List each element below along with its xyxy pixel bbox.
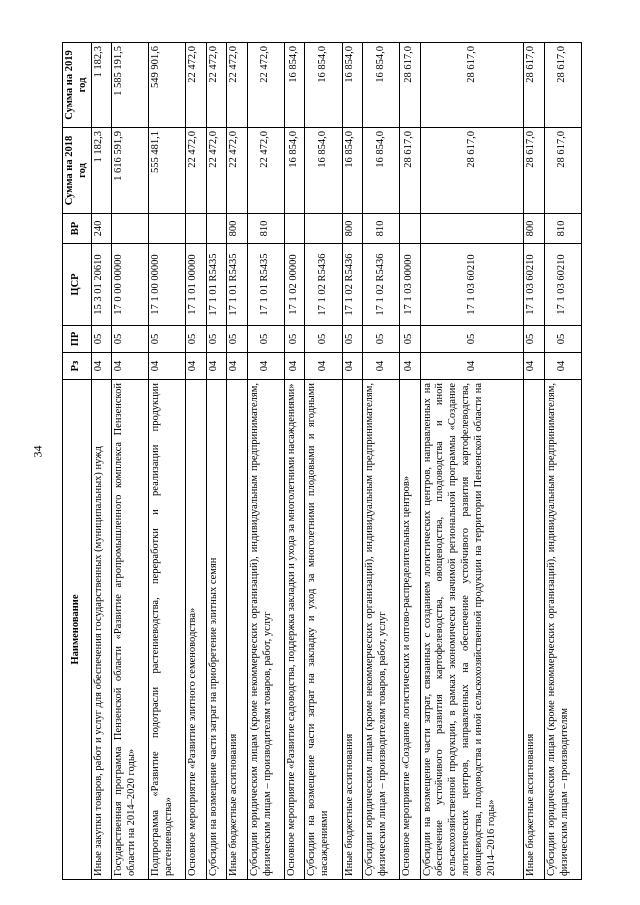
cell-rz: 04	[544, 353, 581, 380]
cell-sum-2019: 16 854,0	[284, 43, 305, 128]
cell-sum-2019: 22 472,0	[206, 43, 227, 128]
cell-rz: 04	[305, 353, 342, 380]
table-row	[284, 43, 305, 880]
cell-csr: 15 3 01 20610	[91, 244, 112, 326]
cell-csr: 17 1 02 R5436	[305, 244, 342, 326]
cell-rz: 04	[420, 353, 524, 380]
cell-csr: 17 1 00 00000	[149, 244, 186, 326]
cell-csr: 17 1 01 00000	[186, 244, 207, 326]
cell-vr	[420, 214, 524, 244]
cell-sum-2019: 28 617,0	[420, 43, 524, 128]
header-csr: ЦСР	[63, 244, 92, 326]
cell-sum-2018: 16 854,0	[284, 128, 305, 214]
cell-name: Субсидии на возмещение части затрат, связанных с созданием логистических центров, направленных на обеспечение устойчивого развития картофелеводства, овощеводства, плодоводства и иной сельскохозяйственной продукции, в рамках экономически значимой региональной программы «Создание логистических центров, направленных на обеспечение устойчивого развития картофелеводства, овощеводства, плодоводства и иной сельскохозяйственной продукции на территории Пензенской области на 2014–2016 годы»	[420, 380, 524, 880]
table-row	[544, 43, 581, 880]
cell-name: Иные бюджетные ассигнования	[342, 380, 363, 880]
header-rz: Рз	[63, 353, 92, 380]
cell-vr	[149, 214, 186, 244]
header-sum-2019: Сумма на 2019 год	[63, 43, 92, 128]
table-row	[305, 43, 342, 880]
cell-csr: 17 1 02 R5436	[342, 244, 363, 326]
cell-pr: 05	[363, 326, 400, 353]
cell-pr: 05	[305, 326, 342, 353]
cell-sum-2019: 1 182,3	[91, 43, 112, 128]
cell-rz: 04	[342, 353, 363, 380]
cell-sum-2019: 22 472,0	[227, 43, 248, 128]
cell-csr: 17 1 03 60210	[524, 244, 545, 326]
cell-rz: 04	[363, 353, 400, 380]
cell-vr	[206, 214, 227, 244]
cell-name: Государственная программа Пензенской области «Развитие агропромышленного комплекса Пензенской области на 2014–2020 годы»	[112, 380, 149, 880]
cell-name: Иные бюджетные ассигнования	[227, 380, 248, 880]
cell-rz: 04	[206, 353, 227, 380]
table-row	[186, 43, 207, 880]
cell-sum-2018: 16 854,0	[342, 128, 363, 214]
cell-pr: 05	[227, 326, 248, 353]
cell-vr: 810	[247, 214, 284, 244]
cell-vr: 800	[342, 214, 363, 244]
cell-sum-2019: 16 854,0	[305, 43, 342, 128]
cell-pr: 05	[524, 326, 545, 353]
cell-vr	[112, 214, 149, 244]
header-sum-2018: Сумма на 2018 год	[63, 128, 92, 214]
cell-sum-2018: 22 472,0	[206, 128, 227, 214]
cell-csr: 17 0 00 00000	[112, 244, 149, 326]
cell-sum-2018: 16 854,0	[305, 128, 342, 214]
cell-pr: 05	[91, 326, 112, 353]
cell-vr: 800	[524, 214, 545, 244]
header-pr: ПР	[63, 326, 92, 353]
cell-sum-2018: 1 616 591,9	[112, 128, 149, 214]
cell-sum-2019: 28 617,0	[524, 43, 545, 128]
cell-sum-2018: 28 617,0	[400, 128, 421, 214]
cell-name: Субсидии юридическим лицам (кроме некоммерческих организаций), индивидуальным предпринимателям, физическим лицам – производителям товаров, работ, услуг	[363, 380, 400, 880]
cell-csr: 17 1 01 R5435	[247, 244, 284, 326]
cell-pr: 05	[284, 326, 305, 353]
cell-pr: 05	[112, 326, 149, 353]
cell-sum-2018: 1 182,3	[91, 128, 112, 214]
cell-sum-2019: 22 472,0	[186, 43, 207, 128]
cell-csr: 17 1 01 R5435	[206, 244, 227, 326]
cell-sum-2018: 28 617,0	[420, 128, 524, 214]
cell-csr: 17 1 02 00000	[284, 244, 305, 326]
cell-name: Основное мероприятие «Развитие элитного семеноводства»	[186, 380, 207, 880]
table-row	[363, 43, 400, 880]
cell-sum-2018: 28 617,0	[544, 128, 581, 214]
cell-name: Субсидии на возмещение части затрат на закладку и уход за многолетними плодовыми и ягодными насаждениями	[305, 380, 342, 880]
cell-sum-2018: 16 854,0	[363, 128, 400, 214]
cell-sum-2019: 16 854,0	[342, 43, 363, 128]
cell-name: Основное мероприятие «Развитие садоводства, поддержка закладки и ухода за многолетними насаждениями»	[284, 380, 305, 880]
cell-name: Иные бюджетные ассигнования	[524, 380, 545, 880]
budget-table	[62, 42, 582, 880]
cell-rz: 04	[186, 353, 207, 380]
cell-sum-2019: 28 617,0	[400, 43, 421, 128]
cell-sum-2018: 555 481,1	[149, 128, 186, 214]
cell-rz: 04	[91, 353, 112, 380]
table-row	[227, 43, 248, 880]
cell-name: Подпрограмма «Развитие подотрасли растениеводства, переработки и реализации продукции растениеводства»	[149, 380, 186, 880]
cell-sum-2019: 16 854,0	[363, 43, 400, 128]
cell-rz: 04	[247, 353, 284, 380]
cell-sum-2019: 22 472,0	[247, 43, 284, 128]
table-row	[342, 43, 363, 880]
cell-name: Субсидии на возмещение части затрат на приобретение элитных семян	[206, 380, 227, 880]
budget-sheet	[62, 43, 582, 880]
table-header-row	[63, 43, 92, 880]
table-row	[206, 43, 227, 880]
table-row	[524, 43, 545, 880]
cell-rz: 04	[400, 353, 421, 380]
cell-pr: 05	[206, 326, 227, 353]
table-row	[420, 43, 524, 880]
cell-csr: 17 1 03 60210	[544, 244, 581, 326]
cell-sum-2019: 1 585 191,5	[112, 43, 149, 128]
cell-pr: 05	[186, 326, 207, 353]
cell-csr: 17 1 03 60210	[420, 244, 524, 326]
table-row	[149, 43, 186, 880]
header-vr: ВР	[63, 214, 92, 244]
cell-pr: 05	[400, 326, 421, 353]
cell-sum-2018: 22 472,0	[186, 128, 207, 214]
cell-csr: 17 1 01 R5435	[227, 244, 248, 326]
cell-pr: 05	[544, 326, 581, 353]
cell-sum-2019: 28 617,0	[544, 43, 581, 128]
cell-pr: 05	[247, 326, 284, 353]
cell-sum-2018: 28 617,0	[524, 128, 545, 214]
table-row	[91, 43, 112, 880]
cell-csr: 17 1 02 R5436	[363, 244, 400, 326]
cell-name: Субсидии юридическим лицам (кроме некоммерческих организаций), индивидуальным предпринимателям, физическим лицам – производителям товаров, работ, услуг	[247, 380, 284, 880]
cell-rz: 04	[524, 353, 545, 380]
table-row	[400, 43, 421, 880]
cell-vr: 240	[91, 214, 112, 244]
cell-name: Иные закупки товаров, работ и услуг для обеспечения государственных (муниципальных) нужд	[91, 380, 112, 880]
cell-pr: 05	[149, 326, 186, 353]
cell-vr: 800	[227, 214, 248, 244]
cell-vr: 810	[544, 214, 581, 244]
cell-name: Субсидии юридическим лицам (кроме некоммерческих организаций), индивидуальным предпринимателям, физическим лицам – производителям	[544, 380, 581, 880]
cell-csr: 17 1 03 00000	[400, 244, 421, 326]
cell-rz: 04	[227, 353, 248, 380]
page-number: 34	[30, 445, 45, 458]
cell-vr	[284, 214, 305, 244]
cell-pr: 05	[420, 326, 524, 353]
cell-rz: 04	[112, 353, 149, 380]
cell-sum-2019: 549 901,6	[149, 43, 186, 128]
cell-vr	[400, 214, 421, 244]
cell-vr: 810	[363, 214, 400, 244]
table-row	[112, 43, 149, 880]
table-row	[247, 43, 284, 880]
cell-rz: 04	[149, 353, 186, 380]
cell-vr	[305, 214, 342, 244]
cell-pr: 05	[342, 326, 363, 353]
header-name: Наименование	[63, 380, 92, 880]
cell-rz: 04	[284, 353, 305, 380]
cell-sum-2018: 22 472,0	[227, 128, 248, 214]
cell-sum-2018: 22 472,0	[247, 128, 284, 214]
cell-vr	[186, 214, 207, 244]
cell-name: Основное мероприятие «Создание логистических и оптово-распределительных центров»	[400, 380, 421, 880]
